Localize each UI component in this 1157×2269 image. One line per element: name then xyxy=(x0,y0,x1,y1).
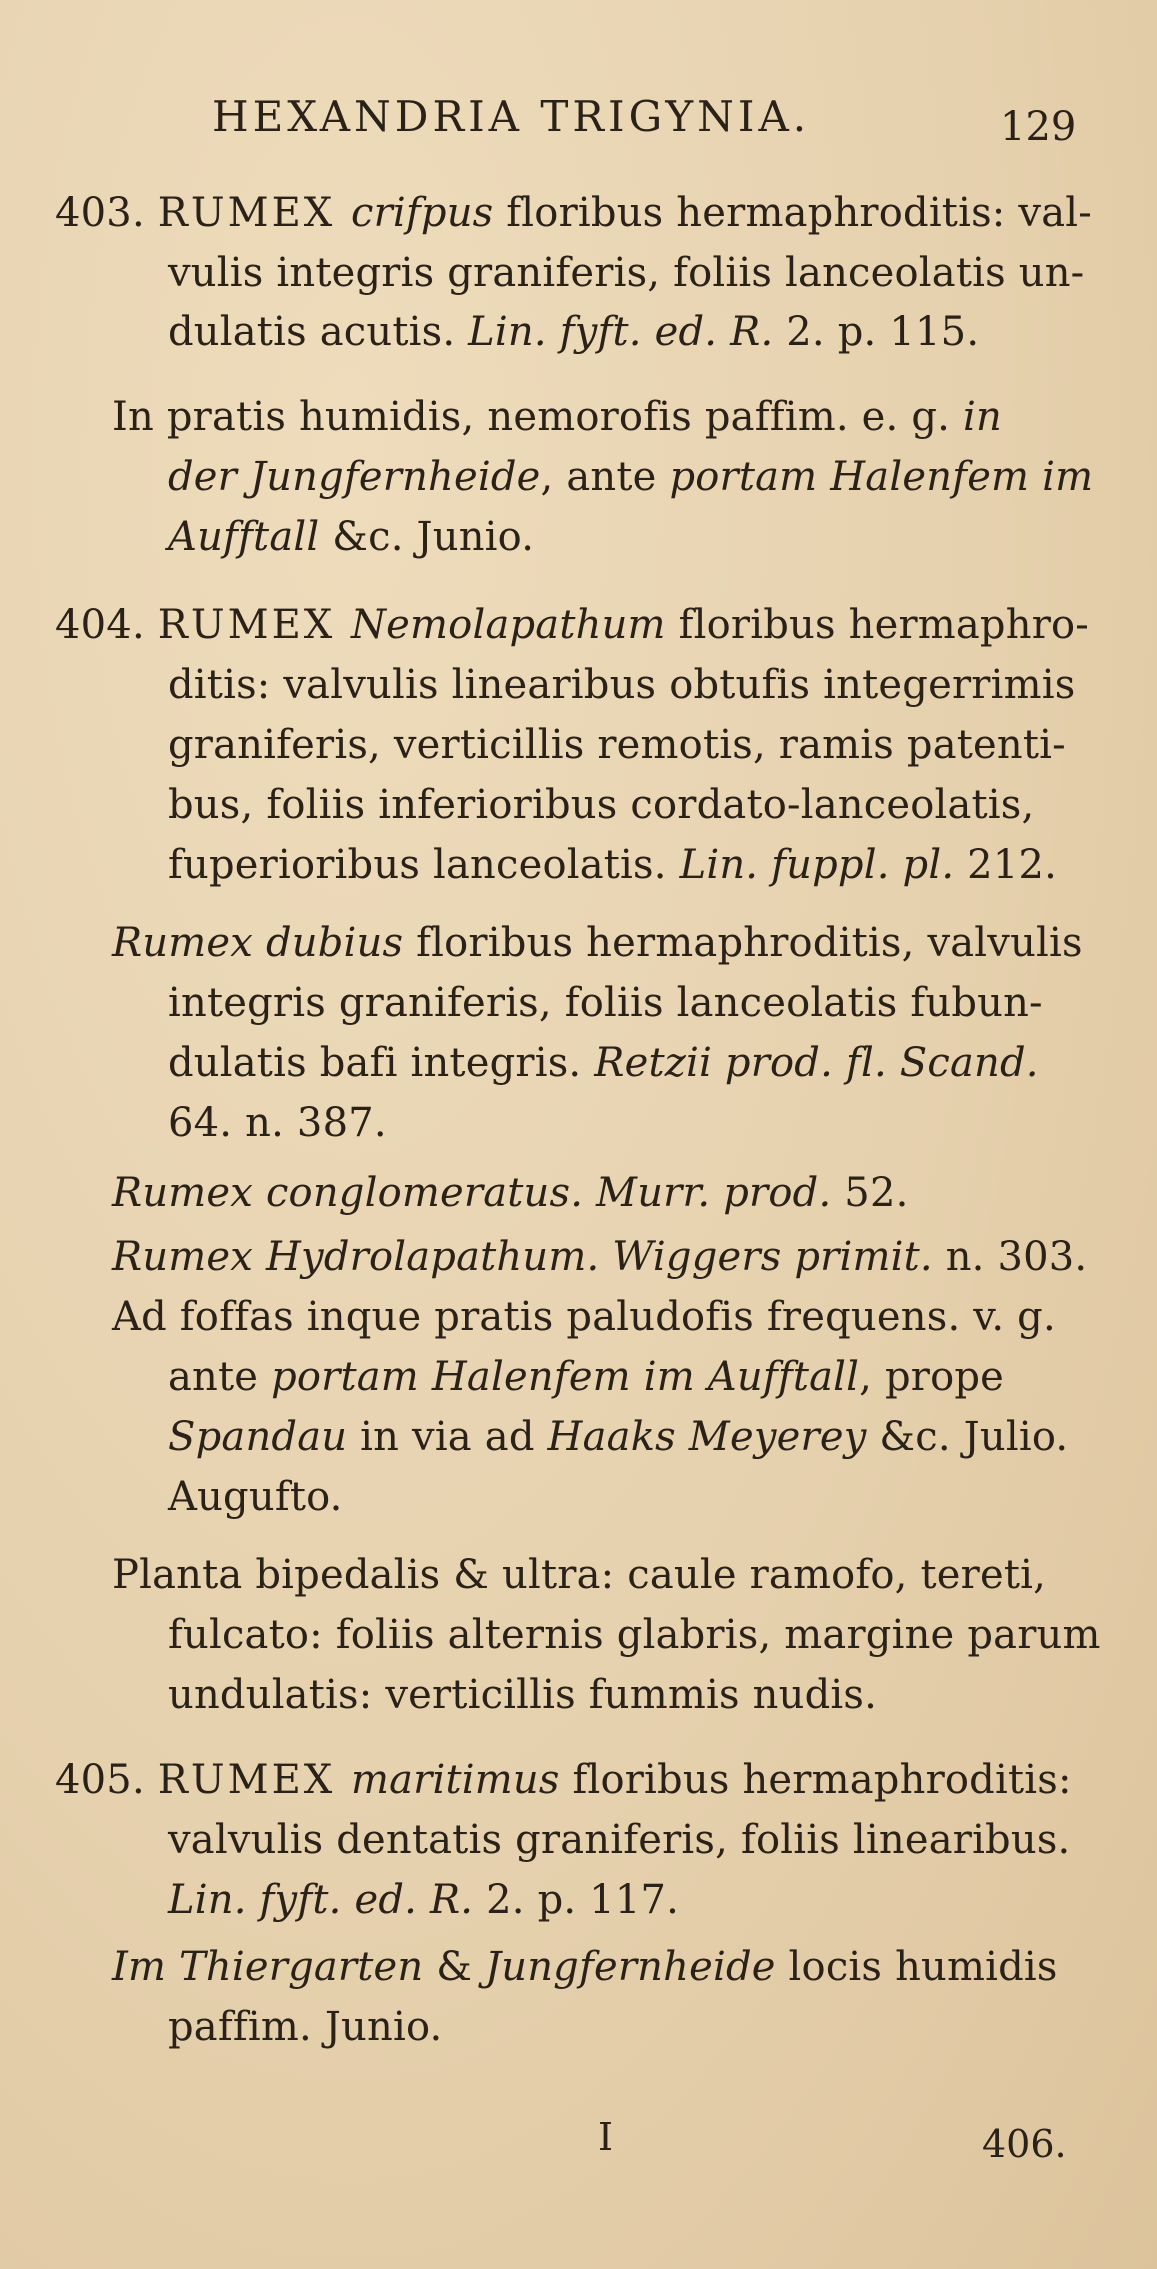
text-line: fuperioribus lanceolatis. Lin. fuppl. pl. 212. xyxy=(168,842,1058,888)
text-line: undulatis: verticillis fummis nudis. xyxy=(168,1672,878,1718)
text-line: dulatis acutis. Lin. fyft. ed. R. 2. p. 115. xyxy=(168,309,980,355)
page-number: 129 xyxy=(1000,104,1077,150)
text-line: vulis integris graniferis, foliis lanceolatis un- xyxy=(168,250,1085,296)
text-line: 404. RUMEX Nemolapathum floribus hermaphro- xyxy=(55,602,1090,648)
text-line: In pratis humidis, nemorofis paffim. e. g. in xyxy=(112,394,1002,440)
text-line: Im Thiergarten & Jungfernheide locis humidis xyxy=(112,1944,1058,1990)
text-line: bus, foliis inferioribus cordato-lanceolatis, xyxy=(168,782,1035,828)
text-line: 64. n. 387. xyxy=(168,1100,387,1146)
text-line: Rumex dubius floribus hermaphroditis, valvulis xyxy=(112,920,1083,966)
signature-mark: I xyxy=(598,2115,614,2159)
running-header: HEXANDRIA TRIGYNIA. xyxy=(212,92,811,141)
text-line: Spandau in via ad Haaks Meyerey &c. Julio. xyxy=(168,1414,1069,1460)
text-line: 405. RUMEX maritimus floribus hermaphroditis: xyxy=(55,1757,1072,1803)
text-line: Rumex conglomeratus. Murr. prod. 52. xyxy=(112,1170,909,1216)
text-line: ante portam Halenfem im Aufftall, prope xyxy=(168,1354,1005,1400)
text-line: graniferis, verticillis remotis, ramis patenti- xyxy=(168,722,1066,768)
text-line: 403. RUMEX crifpus floribus hermaphroditis: val- xyxy=(55,190,1092,236)
text-line: Planta bipedalis & ultra: caule ramofo, tereti, xyxy=(112,1552,1047,1598)
text-line: Aufftall &c. Junio. xyxy=(168,514,535,560)
text-line: Augufto. xyxy=(168,1474,343,1520)
catchword: 406. xyxy=(982,2122,1067,2166)
text-line: dulatis bafi integris. Retzii prod. fl. Scand. xyxy=(168,1040,1039,1086)
text-line: der Jungfernheide, ante portam Halenfem im xyxy=(168,454,1094,500)
text-line: Ad foffas inque pratis paludofis frequens. v. g. xyxy=(112,1294,1056,1340)
text-line: fulcato: foliis alternis glabris, margine parum xyxy=(168,1612,1101,1658)
text-line: integris graniferis, foliis lanceolatis fubun- xyxy=(168,980,1043,1026)
text-line: ditis: valvulis linearibus obtufis integerrimis xyxy=(168,662,1076,708)
text-line: Rumex Hydrolapathum. Wiggers primit. n. 303. xyxy=(112,1234,1088,1280)
text-line: paffim. Junio. xyxy=(168,2004,443,2050)
text-line: valvulis dentatis graniferis, foliis linearibus. xyxy=(168,1817,1071,1863)
text-line: Lin. fyft. ed. R. 2. p. 117. xyxy=(168,1877,680,1923)
